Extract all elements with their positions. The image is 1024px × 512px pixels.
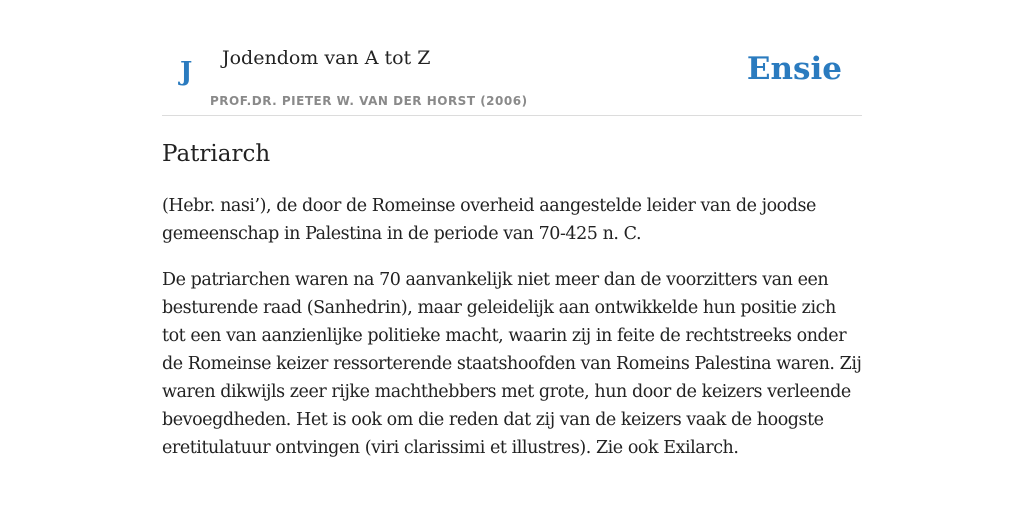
entry-body [162, 192, 862, 480]
book-author: PROF.DR. PIETER W. VAN DER HORST (2006) [210, 94, 528, 108]
entry-paragraph-definition: (Hebr. nasi’), de door de Romeinse overheid aangestelde leider van de joodse gemeenschap in Palestina in de periode van 70-425 n. C. [162, 196, 816, 244]
entry-header [162, 40, 862, 116]
book-logo-icon[interactable]: J [180, 57, 193, 87]
entry-title: Patriarch [162, 141, 271, 167]
ensie-logo[interactable]: Ensie [746, 51, 842, 87]
book-title-link[interactable]: Jodendom van A tot Z [222, 47, 431, 69]
entry-paragraph-description: De patriarchen waren na 70 aanvankelijk niet meer dan de voorzitters van een besturende raad (Sanhedrin), maar geleidelijk aan ontwikkelde hun positie zich tot een van aanzienlijke politieke macht, waarin zij in feite de rechtstreeks onder de Romeinse keizer ressorterende staatshoofden van Romeins Palestina waren. Zij waren dikwijls zeer rijke machthebbers met grote, hun door de keizers verleende bevoegdheden. Het is ook om die reden dat zij van de keizers vaak de hoogste eretitulatuur ontvingen (viri clarissimi et illustres). Zie ook Exilarch. [162, 270, 862, 458]
